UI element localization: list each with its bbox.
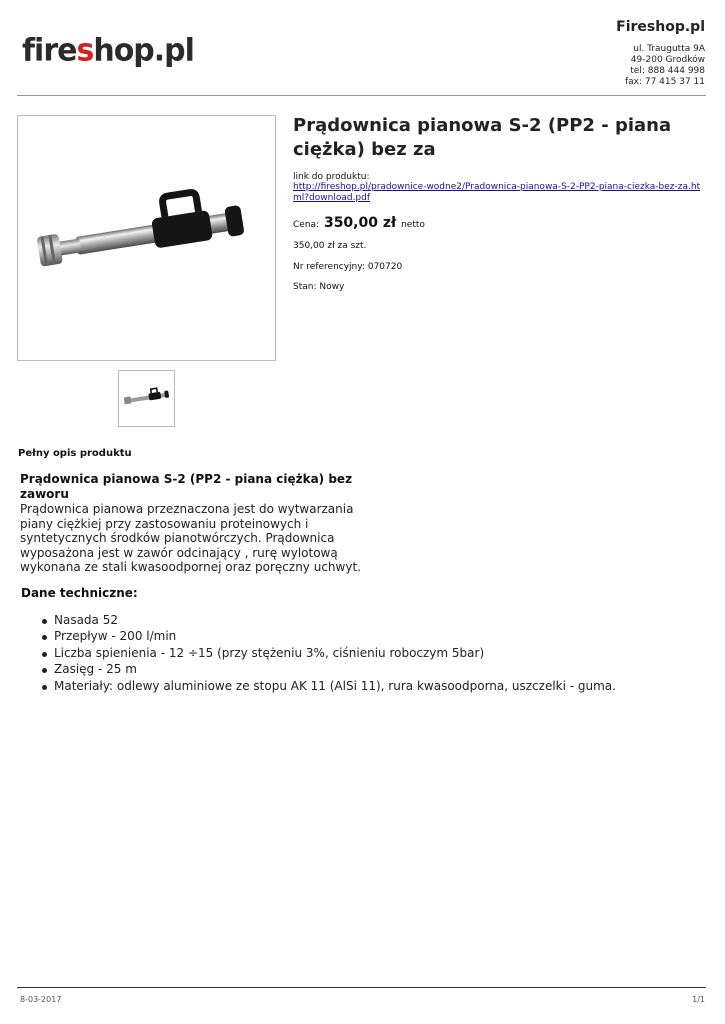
reference-value: 070720 [367,262,403,272]
foam-nozzle-image [18,116,275,360]
unit-price: 350,00 zł za szt. [293,241,367,251]
description-title: Prądownica pianowa S-2 (PP2 - piana ciężka) bez zaworu [20,472,353,501]
page-number: 1/1 [692,995,705,1004]
price-suffix: netto [401,220,425,230]
description-body: Prądownica pianowa przeznaczona jest do wytwarzania piany ciężkiej przy zastosowaniu proteinowych i syntetycznych środków pianotwórczych. Prądownica wyposażona jest w zawór odcinający , rurę wylotową wykonana ze stali kwasoodpornej oraz poręczny uchwyt. [20,502,361,575]
address-line-street: ul. Traugutta 9A [633,44,705,54]
address-line-city: 49-200 Grodków [630,55,705,65]
product-link-label: link do produktu: [293,172,370,182]
spec-item: Materiały: odlewy aluminiowe ze stopu AK 11 (AlSi 11), rura kwasoodporna, uszczelki - guma. [40,678,616,694]
technical-data-heading: Dane techniczne: [21,586,138,600]
company-fax: fax: 77 415 37 11 [624,77,705,87]
description-block [20,472,365,575]
full-description-heading: Pełny opis produktu [18,448,132,459]
company-info [616,18,705,88]
condition-value: Nowy [319,282,345,292]
spec-item: Zasięg - 25 m [40,661,616,677]
spec-item: Przepływ - 200 l/min [40,628,616,644]
price-label: Cena: [293,220,320,230]
footer-divider [17,987,706,988]
condition [293,282,344,293]
condition-label: Stan: [293,282,317,292]
company-phone: tel: 888 444 998 [630,66,705,76]
reference-label: Nr referencyjny: [293,262,365,272]
product-link[interactable]: http://fireshop.pl/pradownice-wodne2/Pradownica-pianowa-S-2-PP2-piana-ciezka-bez-za.html?download.pdf [293,182,701,203]
technical-specs-list [40,612,616,694]
fireshop-logo: fireshop.pl [22,32,194,69]
reference-number [293,262,402,273]
spec-item: Liczba spienienia - 12 ÷15 (przy stężeniu 3%, ciśnieniu roboczym 5bar) [40,645,616,661]
company-address [616,44,705,88]
product-title: Prądownica pianowa S-2 (PP2 - piana ciężka) bez za [293,115,672,160]
foam-nozzle-thumbnail-image [119,371,174,426]
price-value: 350,00 zł [323,215,397,231]
header-divider [17,95,706,96]
product-main-image [17,115,276,361]
price-row [293,214,425,234]
spec-item: Nasada 52 [40,612,616,628]
product-thumbnail[interactable] [118,370,175,427]
company-name: Fireshop.pl [616,19,705,35]
footer-date: 8-03-2017 [20,995,62,1004]
